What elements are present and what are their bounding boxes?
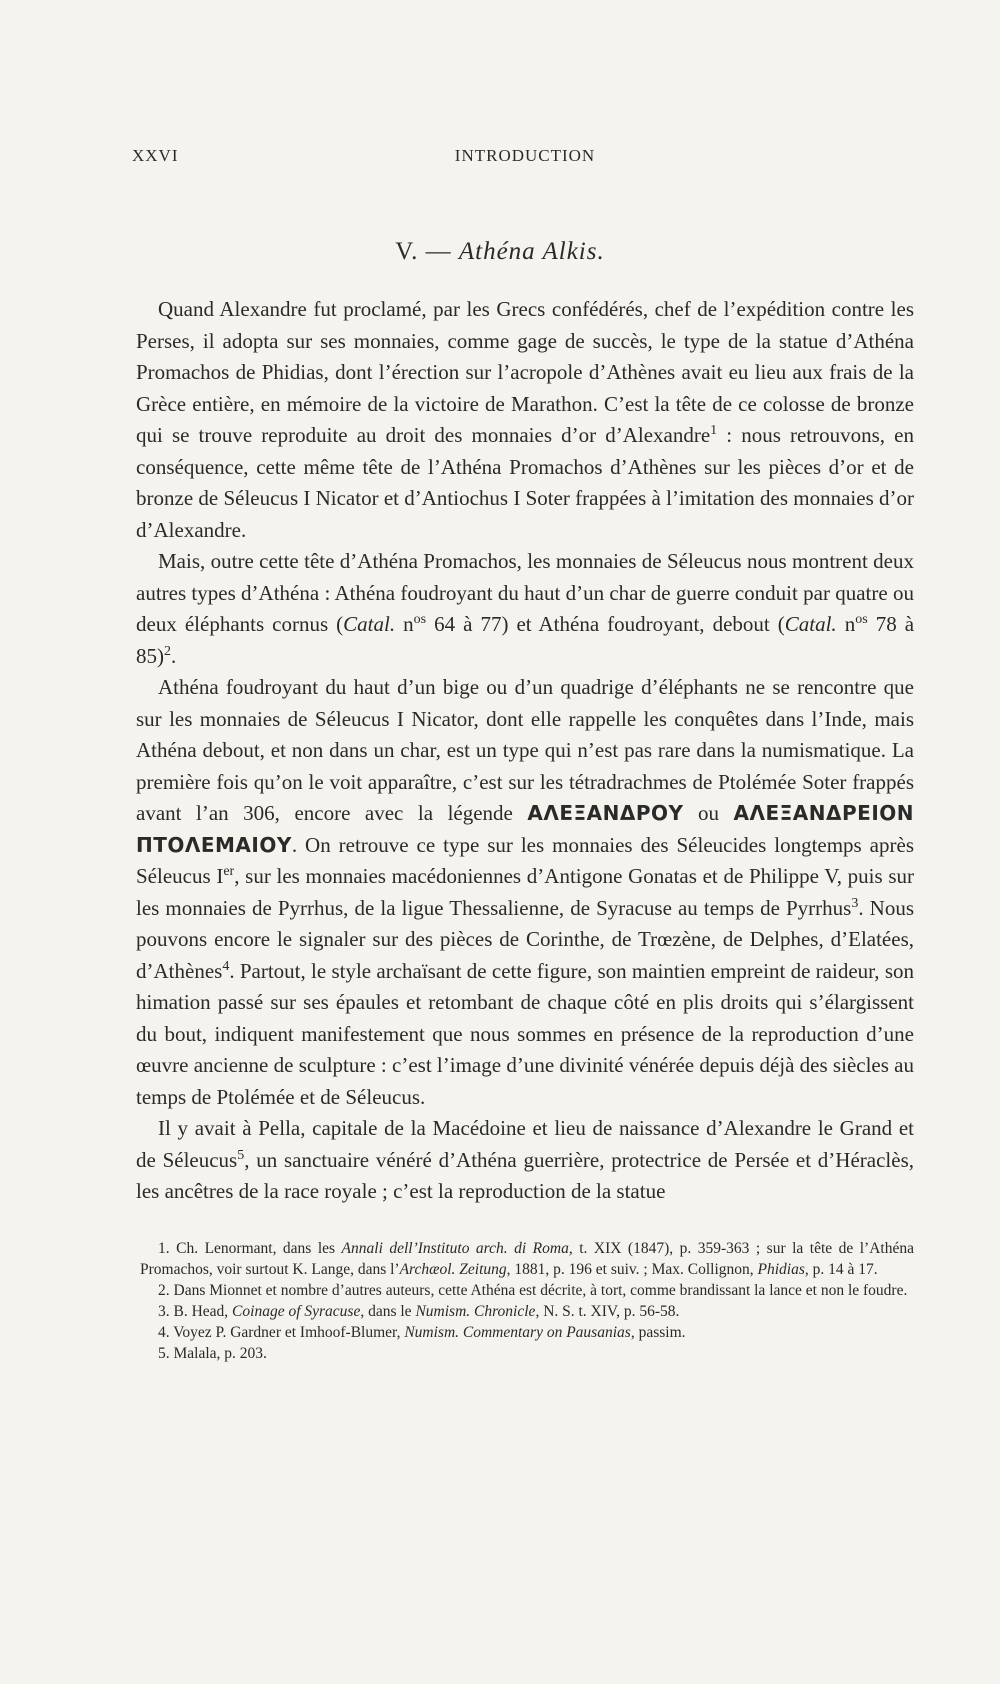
footnote-3 [140,1301,914,1322]
running-title: INTRODUCTION [454,146,596,165]
text-run: 78 à 85) [136,612,915,668]
paragraph-1 [136,294,914,546]
text-run: 2. Dans Mionnet et nombre d’autres auteurs, cette Athéna est décrite, à tort, comme brandissant la lance et non le foudre. [158,1282,908,1299]
text-run: Mais, outre cette tête d’Athéna Promachos, les monnaies de Séleucus nous montrent deux autres types d’Athéna : Athéna foudroyant du haut d’un char de guerre conduit par quatre ou deux éléphants cornus ( [136,549,914,636]
text-run: . [171,643,177,668]
text-run: , passim. [630,1324,686,1341]
greek-legend: ΑΛΕΞΑΝΔΡΕΙΟΝ ΠΤΟΛΕΜΑΙΟΥ [136,801,914,857]
text-run: , N. S. t. XIV, p. 56-58. [535,1303,680,1320]
catalogue-ref: Catal. [784,612,837,636]
footnote-ref: 5 [237,1147,245,1163]
footnote-ref: 1 [710,423,718,438]
text-run: Quand Alexandre fut proclamé, par les Grecs confédérés, chef de l’expédition contre les Perses, il adopta sur ses monnaies, comme gage de succès, le type de la statue d’Athéna Promachos de Phidias, dont l’érection sur l’acropole d’Athènes avait eu lieu aux frais de la Grèce entière, en mémoire de la victoire de Marathon. C’est la tête de ce colosse de bronze qui se trouve reproduite au droit des monnaies d’or d’Alexandre [136,297,914,447]
section-name: Athéna Alkis. [458,238,605,265]
greek-legend: ΑΛΕΞΑΝΔΡΟΥ [527,801,684,825]
text-run: , 1881, p. 196 et suiv. ; Max. Collignon, [506,1261,758,1278]
text-run: ou [683,801,734,825]
text-run: Il y avait à Pella, capitale de la Macédoine et lieu de naissance d’Alexandre le Grand et de Séleucus [136,1116,914,1172]
superscript: os [855,612,868,627]
text-run: 3. B. Head, [158,1303,233,1320]
work-title: Numism. Commentary on Pausanias [404,1324,631,1341]
text-run: , un sanctuaire vénéré d’Athéna guerrière, protectrice de Persée et d’Héraclès, les ancêtres de la race royale ; c’est la reproduction de la statue [136,1147,914,1203]
running-head [132,146,918,170]
page-number: XXVI [132,146,179,165]
footnote-1 [140,1238,914,1280]
text-run: Athéna foudroyant du haut d’un bige ou d’un quadrige d’éléphants ne se rencontre que sur les monnaies de Séleucus I Nicator, dont elle rappelle les conquêtes dans l’Inde, mais Athéna debout, et non dans un char, est un type qui n’est pas rare dans la numismatique. La première fois qu’on le voit apparaître, c’est sur les tétradrachmes de Ptolémée Soter frappés avant l’an 306, encore avec la légende [136,675,914,825]
text-run: , t. XIX (1847), p. 359-363 ; sur la tête de l’Athéna Promachos, voir surtout K. Lange, dans l’ [140,1240,914,1278]
text-run: : nous retrouvons, en conséquence, cette même tête de l’Athéna Promachos d’Athènes sur les pièces d’or et de bronze de Séleucus I Nicator et d’Antiochus I Soter frappées à l’imitation des monnaies d’or d’Alexandre. [136,423,914,542]
footnotes [140,1238,914,1364]
footnote-ref: 3 [851,895,859,911]
footnote-ref: 2 [164,643,171,659]
section-heading [0,238,1000,266]
footnote-4 [140,1322,914,1343]
text-run: , sur les monnaies macédoniennes d’Antigone Gonatas et de Philippe V, puis sur les monnaies de Pyrrhus, de la ligue Thessalienne, de Syracuse au temps de Pyrrhus [136,864,914,920]
paragraph-4 [136,1113,914,1208]
work-title: Coinage of Syracuse [232,1303,361,1320]
superscript: er [223,864,235,879]
work-title: Archæol. Zeitung [399,1261,507,1278]
paragraph-3 [136,672,914,1113]
text-run: n [836,612,856,636]
text-run: . Partout, le style archaïsant de cette figure, son maintien empreint de raideur, son himation passé sur ses épaules et retombant de chaque côté en plis droits qui s’élargissent du bout, indiquent manifestement que nous sommes en présence de la reproduction d’une œuvre ancienne de sculpture : c’est l’image d’une divinité vénérée depuis déjà des siècles au temps de Ptolémée et de Séleucus. [136,958,914,1109]
footnote-ref: 4 [222,958,230,974]
text-run: n [395,612,414,636]
work-title: Phidias [757,1261,805,1278]
text-run: . Nous pouvons encore le signaler sur des pièces de Corinthe, de Trœzène, de Delphes, d’Elatées, d’Athènes [136,895,914,983]
work-title: Annali dell’Instituto arch. di Roma [341,1240,569,1257]
text-run: . On retrouve ce type sur les monnaies des Séleucides longtemps après Séleucus I [136,832,914,888]
paragraph-2 [136,546,914,672]
catalogue-ref: Catal. [343,612,396,636]
section-number: V. — [395,238,459,265]
body-text [136,294,914,1208]
text-run: 64 à 77) et Athéna foudroyant, debout ( [426,612,785,636]
text-run: 1. Ch. Lenormant, dans les [158,1240,342,1257]
superscript: os [413,612,427,627]
text-run: , dans le [360,1303,416,1320]
footnote-5 [140,1343,914,1364]
text-run: , p. 14 à 17. [804,1261,878,1278]
work-title: Numism. Chronicle [415,1303,536,1320]
footnote-2 [140,1280,914,1301]
text-run: 5. Malala, p. 203. [158,1345,267,1362]
text-run: 4. Voyez P. Gardner et Imhoof-Blumer, [158,1324,405,1341]
